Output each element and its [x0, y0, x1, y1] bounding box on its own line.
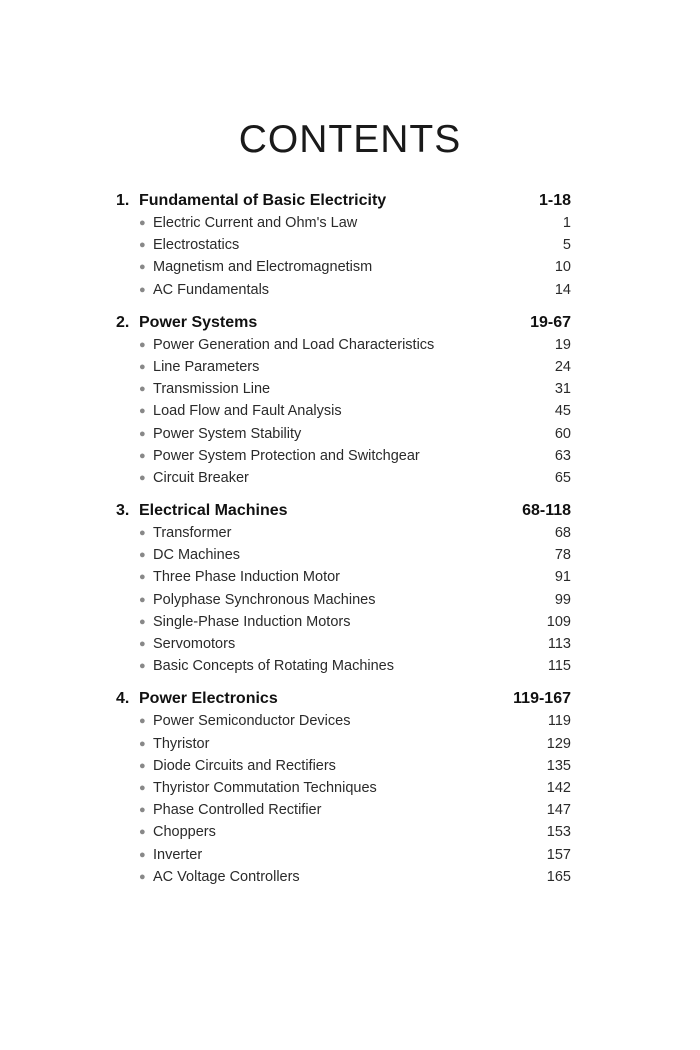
entry-page: 60 [554, 425, 571, 442]
bullet-icon: ● [139, 615, 146, 628]
bullet-icon: ● [139, 471, 146, 484]
bullet-icon: ● [139, 715, 146, 728]
entry-page: 1 [562, 215, 571, 231]
entry-title: Inverter [153, 846, 203, 863]
entry-page: 63 [554, 447, 571, 464]
bullet-icon: ● [139, 638, 146, 650]
section-number: 3. [116, 502, 130, 520]
toc-section [116, 687, 571, 888]
entry-page: 14 [554, 281, 571, 298]
table-of-contents [116, 189, 571, 898]
entry-title: Circuit Breaker [153, 469, 249, 486]
toc-entry[interactable] [116, 356, 571, 378]
bullet-icon: ● [139, 527, 146, 540]
section-title: Power Systems [139, 313, 258, 331]
entry-page: 165 [546, 868, 571, 885]
entry-page: 45 [554, 403, 571, 420]
entry-title: Power System Protection and Switchgear [153, 447, 420, 464]
entry-title: Power Semiconductor Devices [153, 713, 351, 730]
toc-entry[interactable] [116, 844, 571, 866]
section-heading[interactable] [116, 687, 571, 710]
section-page-range: 19-67 [530, 313, 571, 331]
section-number: 4. [116, 690, 130, 708]
section-page-range: 1-18 [538, 192, 571, 209]
entry-title: Thyristor Commutation Techniques [153, 779, 377, 796]
toc-entry[interactable] [116, 799, 571, 821]
bullet-icon: ● [139, 283, 146, 296]
bullet-icon: ● [139, 261, 146, 274]
entry-title: Transmission Line [153, 381, 271, 398]
section-heading[interactable] [116, 189, 571, 212]
toc-entry[interactable] [116, 334, 571, 356]
entry-title: Power System Stability [153, 425, 302, 442]
entry-title: Power Generation and Load Characteristics [153, 336, 435, 353]
entry-title: Thyristor [153, 735, 210, 752]
entry-title: Electric Current and Ohm's Law [153, 215, 358, 231]
section-heading[interactable] [116, 311, 571, 334]
entry-title: Electrostatics [153, 237, 240, 254]
entry-page: 68 [554, 525, 571, 542]
toc-entry[interactable] [116, 234, 571, 256]
bullet-icon: ● [139, 360, 146, 373]
entry-page: 24 [554, 358, 571, 375]
entry-title: Basic Concepts of Rotating Machines [153, 658, 394, 675]
entry-page: 91 [554, 569, 571, 586]
bullet-icon: ● [139, 870, 146, 883]
section-number: 1. [116, 192, 130, 209]
bullet-icon: ● [139, 239, 146, 252]
entry-page: 153 [546, 824, 571, 841]
entry-title: Load Flow and Fault Analysis [153, 403, 342, 420]
section-title: Power Electronics [139, 690, 278, 708]
bullet-icon: ● [139, 405, 146, 418]
bullet-icon: ● [139, 848, 146, 861]
bullet-icon: ● [139, 660, 146, 673]
bullet-icon: ● [139, 804, 146, 817]
entry-title: Polyphase Synchronous Machines [153, 591, 376, 608]
entry-page: 65 [554, 469, 571, 486]
entry-page: 147 [546, 802, 571, 819]
entry-page: 142 [546, 779, 571, 796]
bullet-icon: ● [139, 383, 146, 396]
toc-entry[interactable] [116, 777, 571, 799]
toc-entry[interactable] [116, 378, 571, 400]
section-title: Fundamental of Basic Electricity [139, 192, 387, 209]
toc-entry[interactable] [116, 866, 571, 888]
entry-title: DC Machines [153, 547, 241, 564]
bullet-icon: ● [139, 826, 146, 839]
toc-entry[interactable] [116, 212, 571, 234]
toc-entry[interactable] [116, 423, 571, 445]
entry-page: 115 [547, 658, 571, 675]
entry-title: AC Voltage Controllers [153, 868, 300, 885]
entry-page: 10 [554, 259, 571, 276]
toc-entry[interactable] [116, 279, 571, 301]
toc-entry[interactable] [116, 755, 571, 777]
entry-page: 129 [546, 735, 571, 752]
entry-page: 31 [554, 381, 571, 398]
entry-page: 135 [546, 757, 571, 774]
toc-entry[interactable] [116, 733, 571, 755]
entry-page: 119 [547, 713, 571, 730]
entry-page: 78 [554, 547, 571, 564]
entry-title: Phase Controlled Rectifier [153, 802, 322, 819]
section-number: 2. [116, 313, 130, 331]
toc-entry[interactable] [116, 710, 571, 732]
entry-title: Magnetism and Electromagnetism [153, 259, 373, 276]
toc-entry[interactable] [116, 256, 571, 278]
toc-section [116, 311, 571, 489]
entry-title: Three Phase Induction Motor [153, 569, 340, 586]
bullet-icon: ● [139, 759, 146, 772]
toc-entry[interactable] [116, 611, 571, 633]
entry-title: Line Parameters [153, 358, 260, 375]
entry-page: 5 [562, 237, 571, 254]
entry-title: Transformer [153, 525, 232, 542]
toc-entry[interactable] [116, 566, 571, 588]
toc-entry[interactable] [116, 544, 571, 566]
toc-entry[interactable] [116, 633, 571, 655]
toc-entry[interactable] [116, 589, 571, 611]
entry-title: AC Fundamentals [153, 281, 270, 298]
toc-entry[interactable] [116, 445, 571, 467]
toc-section [116, 189, 571, 301]
entry-title: Single-Phase Induction Motors [153, 613, 351, 630]
bullet-icon: ● [139, 593, 146, 606]
page-title: CONTENTS [238, 118, 462, 161]
toc-entry[interactable] [116, 821, 571, 843]
entry-title: Diode Circuits and Rectifiers [153, 757, 336, 774]
bullet-icon: ● [139, 449, 146, 462]
entry-title: Servomotors [153, 636, 236, 652]
bullet-icon: ● [139, 549, 146, 562]
bullet-icon: ● [139, 571, 146, 584]
section-heading[interactable] [116, 499, 571, 522]
toc-entry[interactable] [116, 655, 571, 677]
bullet-icon: ● [139, 217, 146, 229]
toc-entry[interactable] [116, 522, 571, 544]
bullet-icon: ● [139, 427, 146, 440]
entry-page: 109 [546, 613, 571, 630]
entry-page: 99 [554, 591, 571, 608]
toc-entry[interactable] [116, 400, 571, 422]
entry-page: 19 [554, 336, 571, 353]
entry-page: 113 [547, 636, 571, 652]
entry-page: 157 [546, 846, 571, 863]
bullet-icon: ● [139, 338, 146, 351]
bullet-icon: ● [139, 737, 146, 750]
entry-title: Choppers [153, 824, 216, 841]
section-title: Electrical Machines [139, 502, 288, 520]
toc-section [116, 499, 571, 677]
toc-entry[interactable] [116, 467, 571, 489]
bullet-icon: ● [139, 781, 146, 794]
section-page-range: 119-167 [513, 690, 571, 708]
section-page-range: 68-118 [522, 502, 571, 520]
